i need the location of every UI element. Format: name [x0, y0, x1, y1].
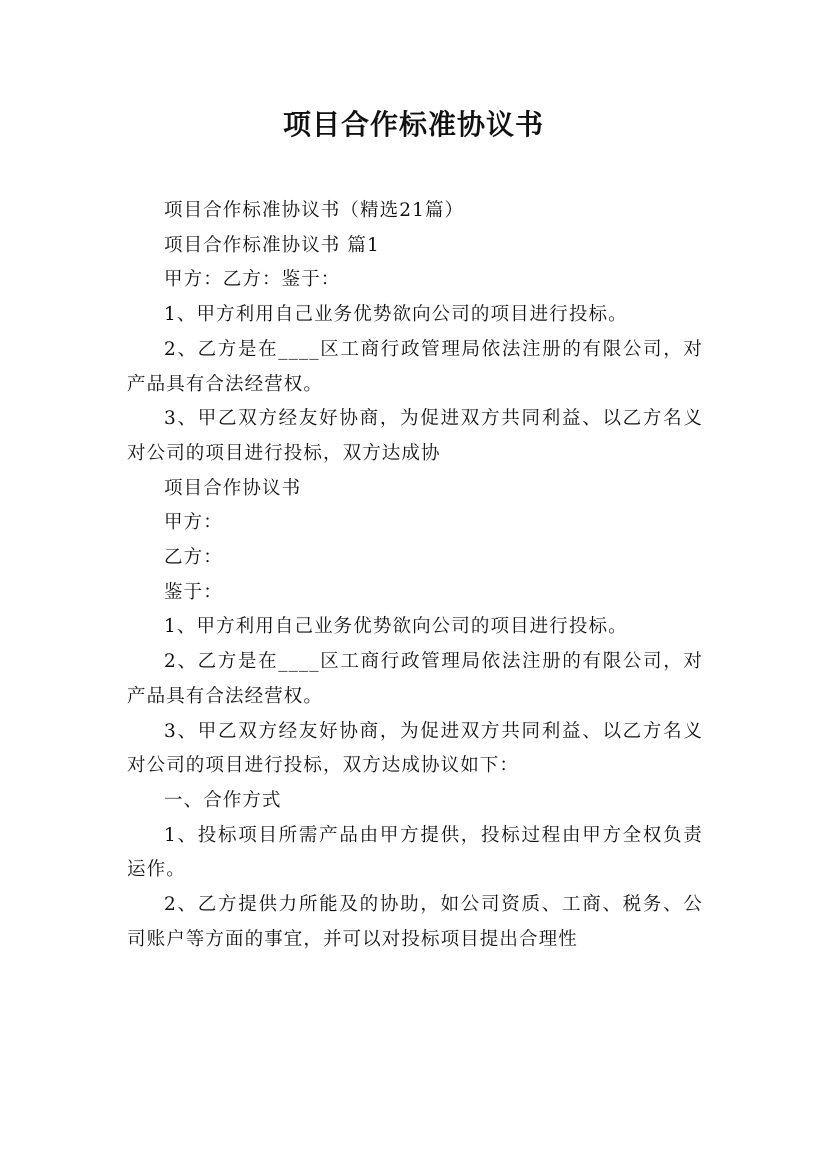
- paragraph-section-heading: 项目合作标准协议书 篇1: [164, 234, 380, 256]
- document-title: 项目合作标准协议书: [282, 108, 544, 141]
- paragraph-agreement-heading: 项目合作协议书: [164, 477, 302, 499]
- document-body: [127, 194, 703, 957]
- paragraph-party-b: 乙方：: [164, 547, 223, 569]
- paragraph-cooperation-2: 2、乙方提供力所能及的协助，如公司资质、工商、税务、公司账户等方面的事宜，并可以对投标项目提出合理性: [127, 894, 703, 950]
- paragraph-clause-2-repeat: 2、乙方是在____区工商行政管理局依法注册的有限公司，对产品具有合法经营权。: [127, 651, 703, 707]
- paragraph-parties: 甲方：乙方：鉴于：: [164, 269, 341, 291]
- paragraph-clause-1: 1、甲方利用自己业务优势欲向公司的项目进行投标。: [164, 304, 628, 326]
- paragraph-cooperation-1: 1、投标项目所需产品由甲方提供，投标过程由甲方全权负责运作。: [127, 824, 703, 881]
- paragraph-clause-1-repeat: 1、甲方利用自己业务优势欲向公司的项目进行投标。: [164, 616, 628, 638]
- paragraph-party-a: 甲方：: [164, 512, 223, 534]
- paragraph-cooperation-heading: 一、合作方式: [164, 789, 282, 811]
- paragraph-clause-2: 2、乙方是在____区工商行政管理局依法注册的有限公司，对产品具有合法经营权。: [127, 338, 703, 395]
- paragraph-subtitle: 项目合作标准协议书（精选21篇）: [164, 200, 465, 221]
- paragraph-clause-3-repeat: 3、甲乙双方经友好协商，为促进双方共同利益、以乙方名义对公司的项目进行投标，双方达成协议如下：: [127, 720, 703, 777]
- paragraph-clause-3: 3、甲乙双方经友好协商，为促进双方共同利益、以乙方名义对公司的项目进行投标，双方达成协: [127, 408, 703, 464]
- paragraph-whereas: 鉴于：: [164, 581, 223, 603]
